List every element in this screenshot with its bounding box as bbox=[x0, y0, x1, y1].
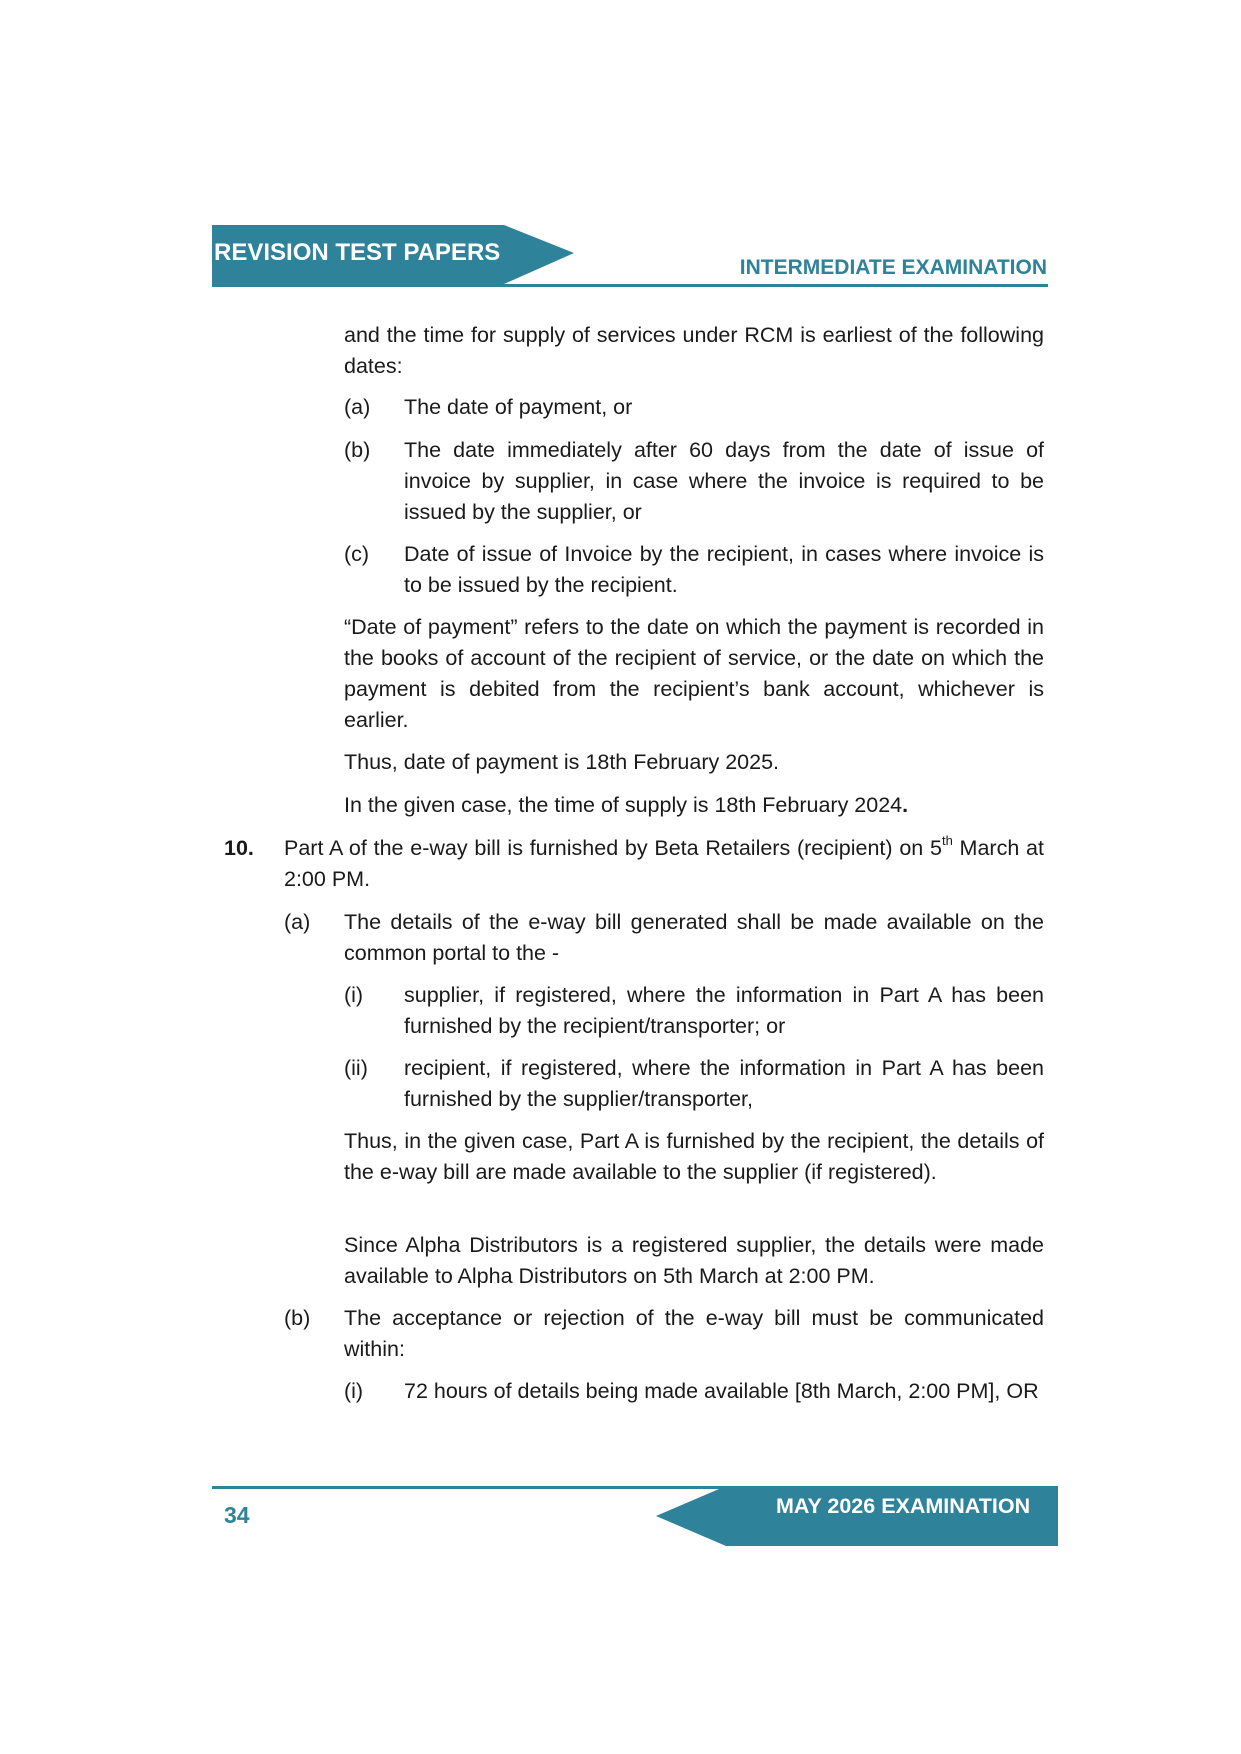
part-b-text: The acceptance or rejection of the e-way bill must be communicated within: bbox=[344, 1306, 1044, 1361]
q10-intro: Part A of the e-way bill is furnished by Beta Retailers (recipient) on 5th March at 2:00 PM. bbox=[284, 832, 1044, 891]
item-label: (b) bbox=[344, 438, 371, 462]
subitem-text: recipient, if registered, where the information in Part A has been furnished by the supplier/transporter, bbox=[404, 1056, 1044, 1111]
part-label: (b) bbox=[284, 1306, 311, 1330]
subitem-label: (i) bbox=[344, 983, 364, 1007]
subitem-text: 72 hours of details being made available [8th March, 2:00 PM], OR bbox=[404, 1379, 1039, 1403]
footer-exam-label: MAY 2026 EXAMINATION bbox=[776, 1494, 1031, 1518]
page-number: 34 bbox=[224, 1502, 250, 1528]
footer-rule bbox=[212, 1486, 732, 1489]
item-text: The date of payment, or bbox=[404, 395, 633, 419]
thus-date-of-payment: Thus, date of payment is 18th February 2025. bbox=[344, 750, 780, 774]
part-a-thus: Thus, in the given case, Part A is furnished by the recipient, the details of the e-way bill are made available to the supplier (if registered). bbox=[344, 1129, 1044, 1184]
part-a-since: Since Alpha Distributors is a registered supplier, the details were made available to Alpha Distributors on 5th March at 2:00 PM. bbox=[344, 1233, 1044, 1288]
header-rule bbox=[212, 284, 1048, 287]
item-text: Date of issue of Invoice by the recipient, in cases where invoice is to be issued by the recipient. bbox=[404, 542, 1044, 597]
time-of-supply-conclusion: In the given case, the time of supply is 18th February 2024. bbox=[344, 793, 909, 817]
header-exam-label: INTERMEDIATE EXAMINATION bbox=[739, 256, 1047, 279]
part-label: (a) bbox=[284, 910, 311, 934]
subitem-text: supplier, if registered, where the information in Part A has been furnished by the recipient/transporter; or bbox=[404, 983, 1044, 1038]
date-of-payment-definition: “Date of payment” refers to the date on which the payment is recorded in the books of account of the recipient of service, or the date on which the payment is debited from the recipient’s bank account, whichever is earlier. bbox=[344, 615, 1044, 732]
header-title: REVISION TEST PAPERS bbox=[214, 239, 501, 266]
item-label: (a) bbox=[344, 395, 371, 419]
subitem-label: (ii) bbox=[344, 1056, 368, 1080]
rcm-intro: and the time for supply of services under RCM is earliest of the following dates: bbox=[344, 323, 1044, 378]
subitem-label: (i) bbox=[344, 1379, 364, 1403]
item-text: The date immediately after 60 days from the date of issue of invoice by supplier, in case where the invoice is required to be issued by the supplier, or bbox=[404, 438, 1044, 524]
question-number: 10. bbox=[224, 836, 254, 860]
item-label: (c) bbox=[344, 542, 370, 566]
part-a-text: The details of the e-way bill generated shall be made available on the common portal to the - bbox=[344, 910, 1044, 965]
